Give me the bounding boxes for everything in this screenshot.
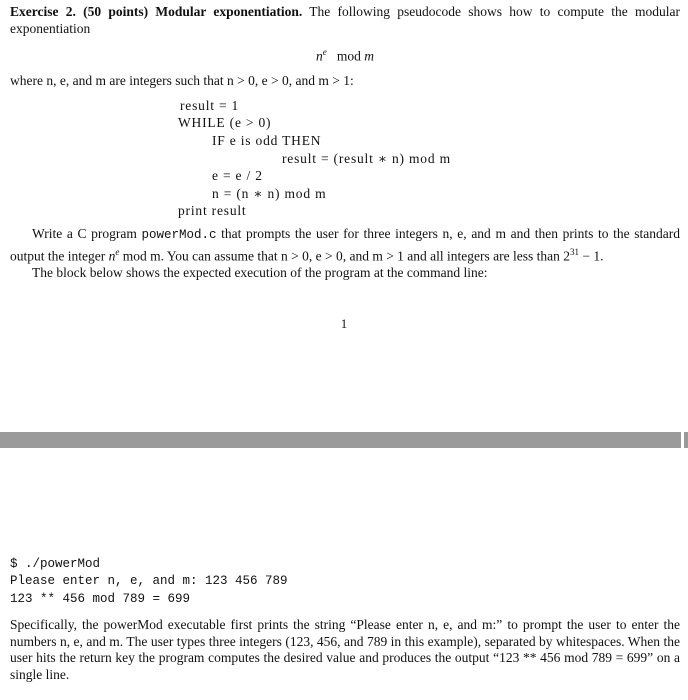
task-paragraph [10, 226, 680, 265]
page-number: 1 [340, 317, 348, 331]
pseudocode-line: print result [178, 203, 247, 219]
terminal-line: $ ./powerMod [10, 557, 101, 571]
task-filename: powerMod.c [141, 228, 217, 243]
equation-modulus: m [364, 48, 374, 64]
pseudocode-line: result = 1 [180, 97, 240, 113]
pseudocode-line: WHILE (e > 0) [178, 115, 272, 131]
terminal-line: Please enter n, e, and m: 123 456 789 [10, 574, 288, 589]
modexp-equation [10, 44, 680, 65]
execution-intro: The block below shows the expected execution of the program at the command line: [32, 264, 488, 280]
pseudocode-line: IF e is odd THEN [212, 133, 322, 149]
where-clause: where n, e, and m are integers such that n > 0, e > 0, and m > 1: [10, 73, 354, 89]
page-top-section [10, 4, 680, 281]
equation-operator: mod [336, 48, 361, 64]
pseudocode-line: result = (result ∗ n) mod m [282, 150, 451, 166]
equation-base: n [315, 48, 323, 64]
pseudocode-line: e = e / 2 [212, 168, 263, 184]
terminal-output [10, 556, 288, 608]
task-expr-base: n [108, 248, 116, 264]
exercise-intro [10, 4, 680, 37]
equation-exponent: e [322, 47, 327, 58]
terminal-line: 123 ** 456 mod 789 = 699 [10, 591, 191, 606]
task-text-b: that prompts the user for three integers n, e, and m and then prints to the standard output the integer [10, 226, 680, 264]
page-divider [0, 432, 688, 448]
pseudocode-block [10, 97, 680, 220]
exercise-intro-text: The following pseudocode shows how to compute the modular exponentiation [10, 4, 680, 36]
pseudocode-line: n = (n ∗ n) mod m [212, 185, 327, 201]
task-text-d: − 1. [579, 248, 604, 264]
task-power: 31 [570, 246, 579, 257]
task-text-a: Write a C program [32, 226, 142, 242]
explanation-paragraph: Specifically, the powerMod executable first prints the string “Please enter n, e, and m:” to prompt the user to enter the numbers n, e, and m. The user types three integers (123, 456, and 789 in this example), separated by whitespaces. When the user hits the return key the program computes the desired value and produces the output “123 ** 456 mod 789 = 699” on a single line. [10, 617, 680, 682]
bottom-section [10, 617, 680, 683]
exercise-heading: Exercise 2. (50 points) Modular exponentiation. [10, 4, 303, 19]
task-expr-exponent: e [115, 246, 120, 257]
task-text-c: mod m. You can assume that n > 0, e > 0, and m > 1 and all integers are less than 2 [119, 248, 570, 264]
